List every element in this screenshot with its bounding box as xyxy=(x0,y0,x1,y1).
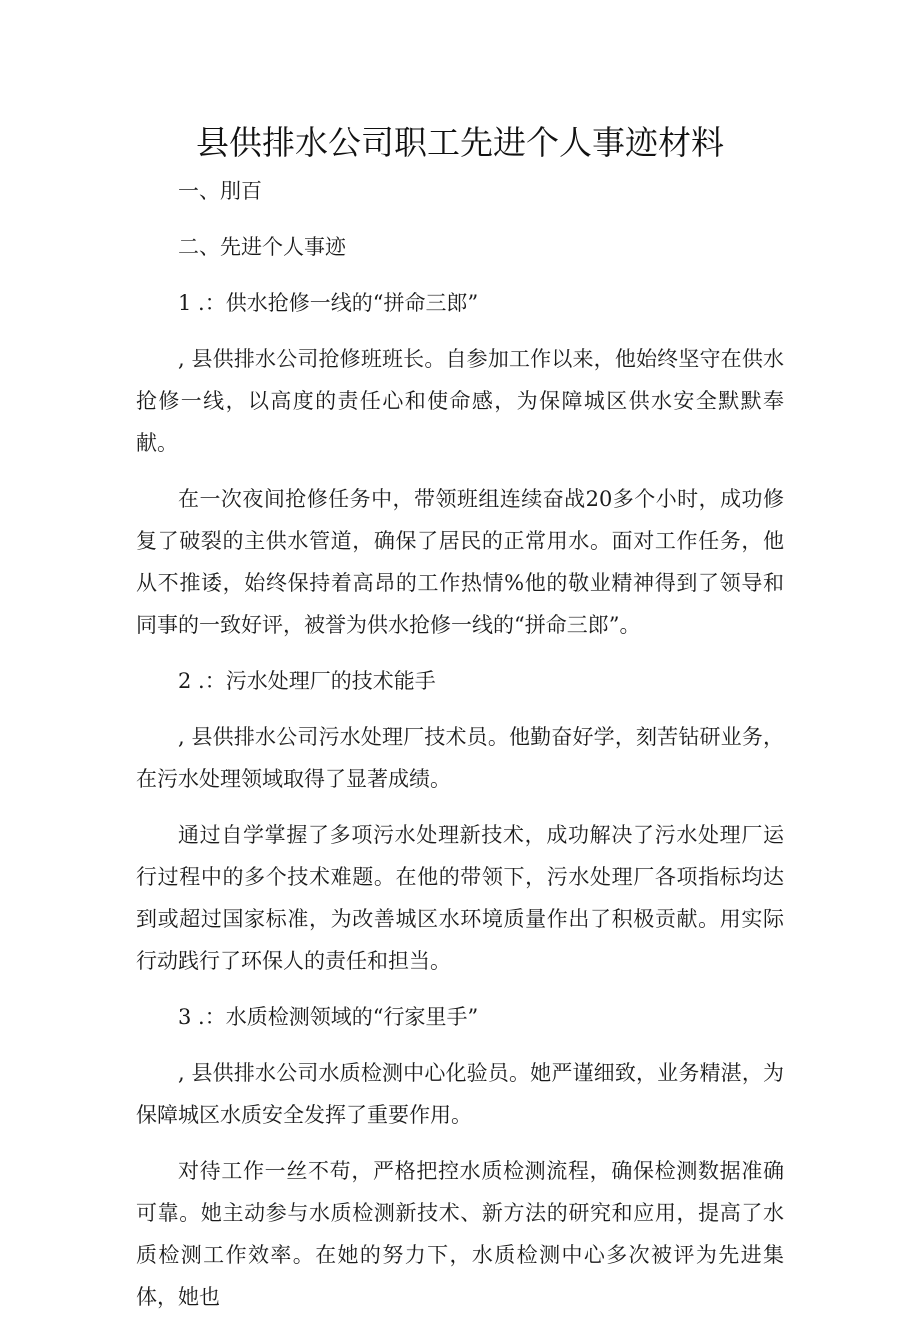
paragraph-6: 对待工作一丝不苟，严格把控水质检测流程，确保检测数据准确可靠。她主动参与水质检测新技术、新方法的研究和应用，提高了水质检测工作效率。在她的努力下，水质检测中心多次被评为先进集体，她也 xyxy=(136,1159,784,1309)
paragraph-3: , 县供排水公司污水处理厂技术员。他勤奋好学，刻苦钻研业务，在污水处理领域取得了显著成绩。 xyxy=(136,725,784,791)
subsection-heading-1: 1 .：供水抢修一线的“拼命三郎” xyxy=(178,291,479,315)
section-heading-intro: 一、刖百 xyxy=(178,179,262,203)
subsection-heading-3: 3 .：水质检测领域的“行家里手” xyxy=(178,1005,479,1029)
subsection-heading-2: 2 .：污水处理厂的技术能手 xyxy=(178,669,436,693)
document-body xyxy=(136,170,784,1332)
paragraph-5: , 县供排水公司水质检测中心化验员。她严谨细致，业务精湛，为保障城区水质安全发挥了重要作用。 xyxy=(136,1061,784,1127)
paragraph-4: 通过自学掌握了多项污水处理新技术，成功解决了污水处理厂运行过程中的多个技术难题。在他的带领下，污水处理厂各项指标均达到或超过国家标准，为改善城区水环境质量作出了积极贡献。用实际行动践行了环保人的责任和担当。 xyxy=(136,823,784,973)
section-heading-deeds: 二、先进个人事迹 xyxy=(178,235,346,259)
paragraph-1: , 县供排水公司抢修班班长。自参加工作以来，他始终坚守在供水抢修一线，以高度的责任心和使命感，为保障城区供水安全默默奉献。 xyxy=(136,347,784,455)
paragraph-2: 在一次夜间抢修任务中，带领班组连续奋战20多个小时，成功修复了破裂的主供水管道，确保了居民的正常用水。面对工作任务，他从不推诿，始终保持着高昂的工作热情%他的敬业精神得到了领导和同事的一致好评，被誉为供水抢修一线的“拼命三郎”。 xyxy=(136,487,784,637)
document-title: 县供排水公司职工先进个人事迹材料 xyxy=(196,123,724,162)
